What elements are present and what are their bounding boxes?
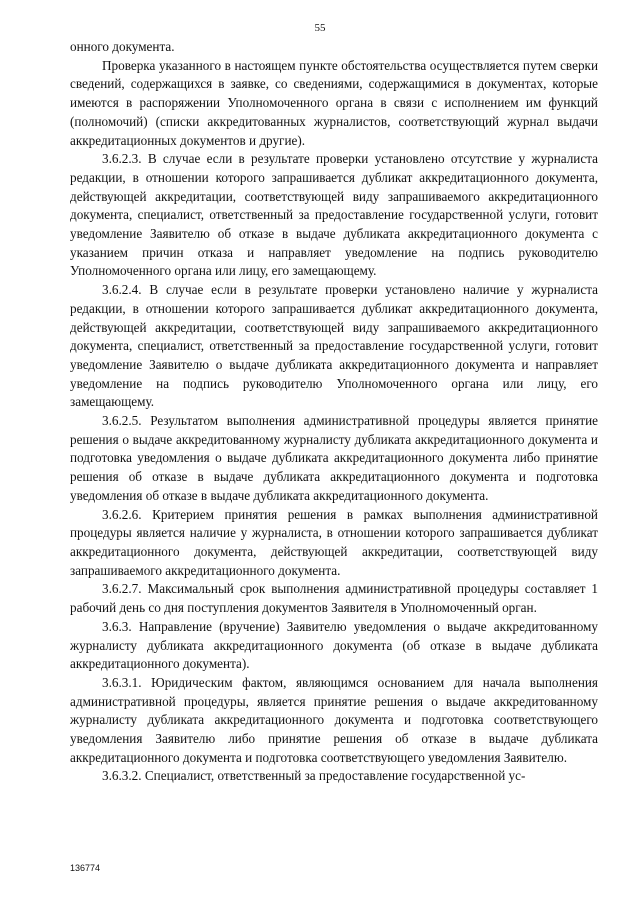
paragraph-3-6-2-6: 3.6.2.6. Критерием принятия решения в рамках выполнения административной процедуры является наличие у журналиста, в отношении которого запрашивается дубликат аккредитационного документа, действующей аккредитации, соответствующей виду запрашиваемого аккредитационного документа. xyxy=(70,506,598,578)
paragraph-continuation: онного документа. xyxy=(70,39,175,54)
paragraph-3-6-3-2: 3.6.3.2. Специалист, ответственный за предоставление государственной ус- xyxy=(102,768,526,784)
paragraph-3-6-2-7: 3.6.2.7. Максимальный срок выполнения административной процедуры составляет 1 рабочий день со дня поступления документов Заявителя в Уполномоченный орган. xyxy=(70,581,598,616)
paragraph-3-6-3: 3.6.3. Направление (вручение) Заявителю уведомления о выдаче аккредитованному журналисту дубликата аккредитационного документа (об отказе в выдаче дубликата аккредитационного документа). xyxy=(70,618,598,672)
footer-code: 136774 xyxy=(70,863,101,873)
paragraph-3-6-3-1: 3.6.3.1. Юридическим фактом, являющимся основанием для начала выполнения административной процедуры, является принятие решения о выдаче аккредитованному журналисту дубликата аккредитационного документа и подготовка соответствующего уведомления Заявителю либо принятие решения об отказе в выдаче дубликата аккредитационного документа и подготовка соответствующего уведомления Заявителю. xyxy=(70,674,598,765)
document-body xyxy=(70,38,598,786)
paragraph-verification: Проверка указанного в настоящем пункте обстоятельства осуществляется путем сверки сведений, содержащихся в заявке, со сведениями, содержащимися в документах, которые имеются в распоряжении Уполномоченного органа в связи с исполнением им функций (полномочий) (списки аккредитованных журналистов, соответствующий журнал выдачи аккредитационных документов и другие). xyxy=(70,57,598,148)
paragraph-3-6-2-4: 3.6.2.4. В случае если в результате проверки установлено наличие у журналиста редакции, в отношении которого запрашивается дубликат аккредитационного документа, действующей аккредитации, соответствующей виду запрашиваемого аккредитационного документа, специалист, ответственный за предоставление государственной услуги, готовит уведомление Заявителю о выдаче дубликата аккредитационного документа и направляет уведомление на подпись руководителю Уполномоченного органа или лицу, его замещающему. xyxy=(70,282,598,410)
paragraph-3-6-2-3: 3.6.2.3. В случае если в результате проверки установлено отсутствие у журналиста редакции, в отношении которого запрашивается дубликат аккредитационного документа, действующей аккредитации, соответствующей виду запрашиваемого аккредитационного документа, специалист, ответственный за предоставление государственной услуги, готовит уведомление Заявителю об отказе в выдаче дубликата аккредитационного документа с указанием причин отказа и направляет уведомление на подпись руководителю Уполномоченного органа или лицу, его замещающему. xyxy=(70,151,598,279)
page-number: 55 xyxy=(314,22,326,34)
paragraph-3-6-2-5: 3.6.2.5. Результатом выполнения административной процедуры является принятие решения о выдаче аккредитованному журналисту дубликата аккредитационного документа и подготовка уведомления о выдаче дубликата аккредитационного документа либо принятие решения об отказе в выдаче дубликата аккредитационного документа и подготовка уведомления об отказе в выдаче дубликата аккредитационного документа. xyxy=(70,413,598,503)
